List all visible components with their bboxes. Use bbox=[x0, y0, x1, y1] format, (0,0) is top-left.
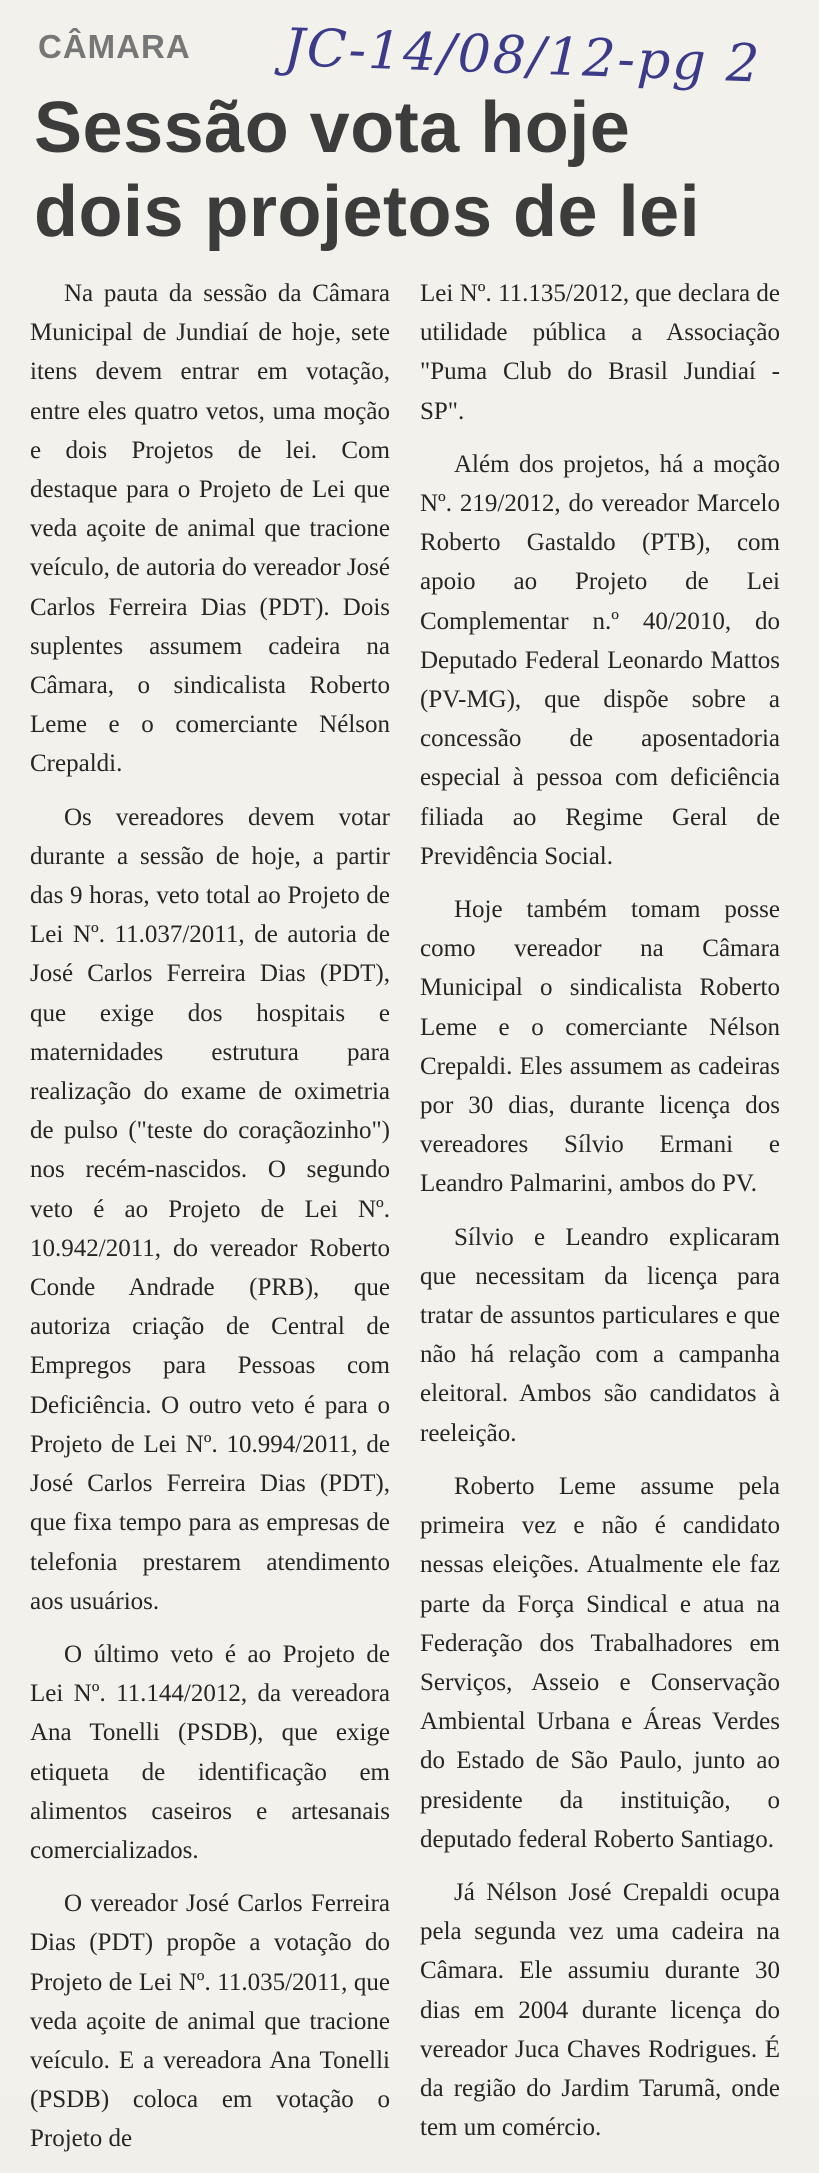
paragraph: Hoje também tomam posse como vereador na Câmara Municipal o sindicalista Roberto Leme e o comerciante Nélson Crepaldi. Eles assumem as cadeiras por 30 dias, durante licença dos vereadores Sílvio Ermani e Leandro Palmarini, ambos do PV. bbox=[420, 896, 780, 1198]
paragraph: Sílvio e Leandro explicaram que necessitam da licença para tratar de assuntos particulares e que não há relação com a campanha eleitoral. Ambos são candidatos à reeleição. bbox=[420, 1223, 780, 1447]
paragraph: Além dos projetos, há a moção Nº. 219/2012, do vereador Marcelo Roberto Gastaldo (PTB), com apoio ao Projeto de Lei Complementar n.º 40/2010, do Deputado Federal Leonardo Mattos (PV-MG), que dispõe sobre a concessão de aposentadoria especial à pessoa com deficiência filiada ao Regime Geral de Previdência Social. bbox=[420, 450, 780, 870]
paragraph: Já Nélson José Crepaldi ocupa pela segunda vez uma cadeira na Câmara. Ele assumiu durante 30 dias em 2004 durante licença do vereador Juca Chaves Rodrigues. É da região do Jardim Tarumã, onde tem um comércio. bbox=[420, 1878, 780, 2142]
paragraph: O vereador José Carlos Ferreira Dias (PDT) propõe a votação do Projeto de Lei Nº. 11.035/2011, que veda açoite de animal que tracione veículo. E a vereadora Ana Tonelli (PSDB) coloca em votação o Projeto de bbox=[30, 1890, 390, 2153]
handwritten-date-note: JC-14/08/12-pg 2 bbox=[282, 18, 763, 95]
article-headline bbox=[34, 86, 804, 254]
paragraph: Na pauta da sessão da Câmara Municipal de Jundiaí de hoje, sete itens devem entrar em votação, entre eles quatro vetos, uma moção e dois Projetos de lei. Com destaque para o Projeto de Lei que veda açoite de animal que tracione veículo, de autoria do vereador José Carlos Ferreira Dias (PDT). Dois suplentes assumem cadeira na Câmara, o sindicalista Roberto Leme e o comerciante Nélson Crepaldi. bbox=[30, 280, 390, 778]
section-label: CÂMARA bbox=[38, 28, 191, 65]
paragraph: Roberto Leme assume pela primeira vez e não é candidato nessas eleições. Atualmente ele faz parte da Força Sindical e atua na Federação dos Trabalhadores em Serviços, Asseio e Conservação Ambiental Urbana e Áreas Verdes do Estado de São Paulo, junto ao presidente da instituição, o deputado federal Roberto Santiago. bbox=[420, 1472, 780, 1853]
paragraph: O último veto é ao Projeto de Lei Nº. 11.144/2012, da vereadora Ana Tonelli (PSDB), que exige etiqueta de identificação em alimentos caseiros e artesanais comercializados. bbox=[30, 1640, 390, 1864]
headline-line-1: Sessão vota hoje bbox=[34, 88, 631, 168]
paragraph-continued: Lei Nº. 11.135/2012, que declara de utilidade pública a Associação "Puma Club do Brasil Jundiaí - SP". bbox=[420, 280, 780, 425]
article-column-left bbox=[30, 274, 390, 2173]
article-column-right bbox=[420, 274, 780, 2161]
headline-line-2: dois projetos de lei bbox=[34, 172, 701, 252]
paragraph: Os vereadores devem votar durante a sessão de hoje, a partir das 9 horas, veto total ao Projeto de Lei Nº. 11.037/2011, de autoria de José Carlos Ferreira Dias (PDT), que exige dos hospitais e maternidades estrutura para realização do exame de oximetria de pulso ("teste do coraçãozinho") nos recém-nascidos. O segundo veto é ao Projeto de Lei Nº. 10.942/2011, do vereador Roberto Conde Andrade (PRB), que autoriza criação de Central de Empregos para Pessoas com Deficiência. O outro veto é para o Projeto de Lei Nº. 10.994/2011, de José Carlos Ferreira Dias (PDT), que fixa tempo para as empresas de telefonia prestarem atendimento aos usuários. bbox=[30, 803, 390, 1615]
